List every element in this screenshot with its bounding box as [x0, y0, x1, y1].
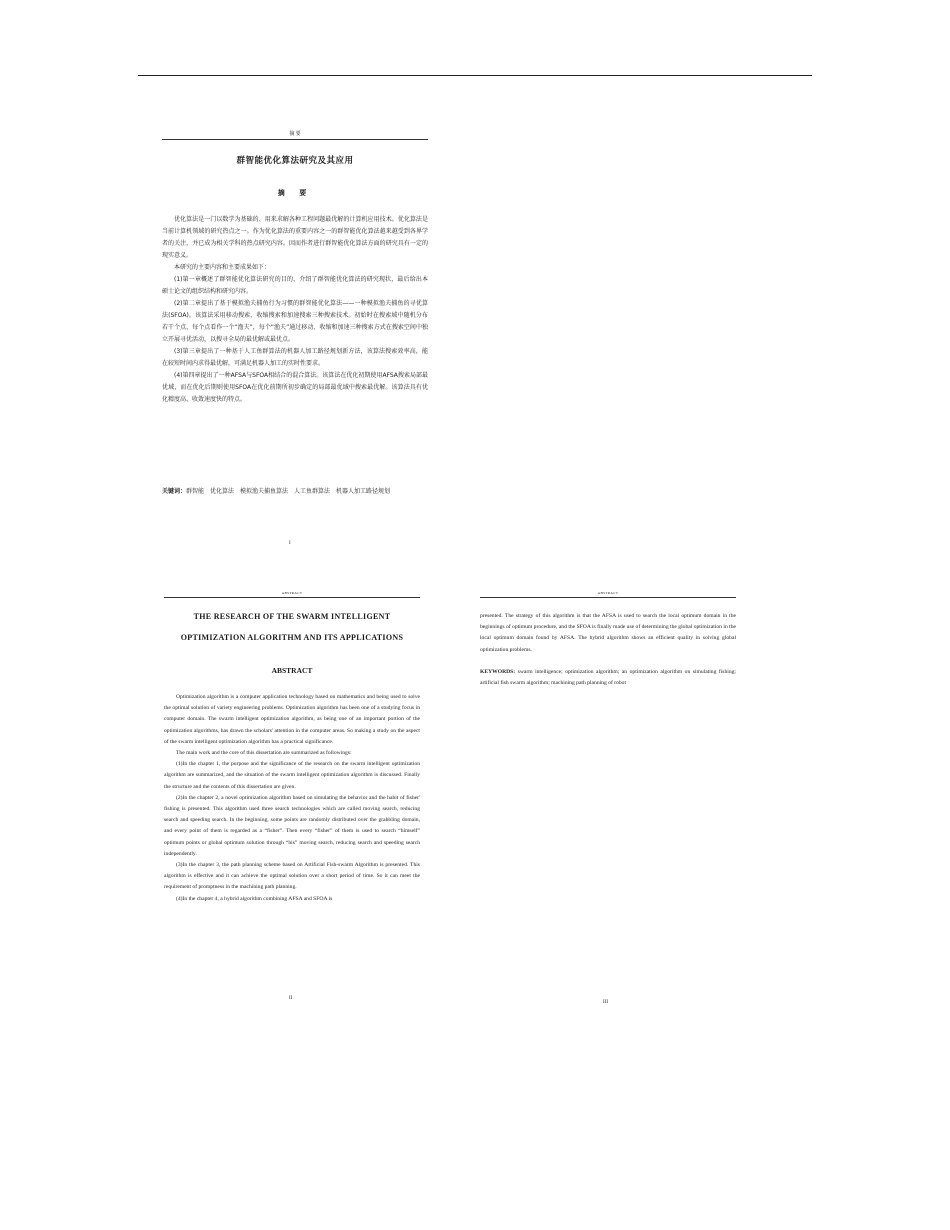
- keywords-label: 关键词：: [162, 488, 187, 495]
- paragraph: Optimization algorithm is a computer application technology based on mathematics and being used to solve the optimal solution of variety engineering problems. Optimization algorithm has been one of a studying focus in computer domain. The swarm intelligent optimization algorithm, as being one of an important portion of the optimization algorithms, has drawn the scholars' attention in the computer areas. So making a study on the aspect of the swarm intelligent optimization algorithm has a practical significance.: [164, 694, 420, 745]
- page-number: II: [289, 996, 293, 1001]
- abstract-heading: 摘 要: [277, 189, 313, 197]
- paragraph: (4)In the chapter 4, a hybrid algorithm combining AFSA and SFOA is: [176, 895, 333, 902]
- chinese-abstract-page: [162, 132, 428, 406]
- keywords-text: swarm intelligence; optimization algorithm; an optimization algorithm on simulating fishing; artificial fish swarm algorithm; machining path planning of robot: [480, 668, 736, 687]
- paragraph: The main work and the core of this dissertation are summarized as followings:: [176, 750, 352, 757]
- paragraph: (3)In the chapter 3, the path planning scheme based on Artificial Fish-swarm Algorithm is presented. This algorithm is effective and it can achieve the optimal solution over a short period of time. So it can meet the requirement of promptness in the machining path planning.: [164, 862, 420, 891]
- title-line: THE RESEARCH OF THE SWARM INTELLIGENT: [193, 612, 391, 621]
- paragraph: (2)In the chapter 2, a novel optimization algorithm based on simulating the behavior and the habit of fisher' fishing is presented. This algorithm used three search technologies which are called moving search, reducing search and speeding search. In the beginning, some points are randomly distributed over the grabbling domain, and every point of them is regarded as a “fisher”. Then every “fisher” of them is used to search “himself” optimum points or global optimum solution through “his” moving search, reducing search and speeding search independently.: [164, 794, 420, 857]
- title-line: OPTIMIZATION ALGORITHM AND ITS APPLICATIONS: [180, 633, 404, 642]
- keywords-label: KEYWORDS:: [480, 668, 516, 675]
- running-head-rule: [162, 139, 428, 140]
- abstract-body: [162, 214, 428, 406]
- paragraph: presented. The strategy of this algorithm is that the AFSA is used to search the local optimum domain in the beginnings of optimum procedure, and the SFOA is finally made use of determining the global optimization in the local optimum domain found by AFSA. The hybrid algorithm shows an efficient quality in solving global optimization problems.: [480, 613, 736, 653]
- english-abstract-page: [164, 591, 420, 905]
- running-head: ABSTRACT: [597, 591, 619, 595]
- abstract-body: [480, 611, 736, 656]
- page-number: III: [603, 1000, 608, 1005]
- page-title: [164, 606, 420, 648]
- abstract-body: [164, 692, 420, 905]
- paragraph: 本研究的主要内容和主要成果如下：: [174, 264, 271, 271]
- running-head-rule: [480, 597, 736, 598]
- running-head: ABSTRACT: [281, 591, 303, 595]
- paragraph: 优化算法是一门以数学为基础的、用来求解各种工程问题最优解的计算机应用技术。优化算法是当前计算机领域的研究热点之一。作为优化算法的重要内容之一的群智能优化算法越来越受到各界学者的关注，并已成为相关学科的热点研究内容。因而作者进行群智能优化算法方面的研究具有一定的现实意义。: [162, 216, 428, 259]
- keywords: [480, 667, 736, 689]
- paragraph: (4)第四章提出了一种AFSA与SFOA相结合的混合算法。该算法在优化初期使用AFSA搜索局部最优域，而在优化后期则使用SFOA在优化前期所初步确定的局部最优域中搜索最优解。该算法具有优化精度高、收敛速度快的特点。: [162, 372, 428, 403]
- english-abstract-continuation-page: [480, 591, 736, 689]
- keywords-text: 群智能 优化算法 模拟渔夫捕鱼算法 人工鱼群算法 机器人加工路径规划: [186, 488, 391, 495]
- page-title: 群智能优化算法研究及其应用: [236, 156, 354, 166]
- paragraph: (2)第二章提出了基于模拟渔夫捕鱼行为习惯的群智能优化算法——一种模拟渔夫捕鱼的寻优算法(SFOA)。该算法采用移动搜索、收缩搜索和加速搜索三种搜索技术。初始时在搜索域中随机分布若干个点，每个点看作一个“渔夫”，每个“渔夫”通过移动、收缩和加速三种搜索方式在搜索空间中独立开展寻优活动，以搜寻全局的最优解或最优点。: [162, 300, 428, 343]
- paragraph: (1)In the chapter 1, the purpose and the significance of the research on the swarm intelligent optimization algorithm are summarized, and the situation of the swarm intelligent optimization algorithm is discussed. Finally the structure and the contents of this dissertation are given.: [164, 761, 420, 790]
- top-horizontal-rule: [138, 75, 812, 76]
- running-head-rule: [164, 597, 420, 598]
- abstract-heading: ABSTRACT: [271, 666, 313, 675]
- running-head: 摘 要: [289, 132, 301, 137]
- page-number: I: [289, 541, 291, 546]
- paragraph: (3)第三章提出了一种基于人工鱼群算法的机器人加工路径规划新方法，该算法搜索效率高，能在较短时间内求得最优解，可满足机器人加工的实时性要求。: [162, 348, 428, 367]
- paragraph: (1)第一章概述了群智能优化算法研究的目的，介绍了群智能优化算法的研究现状，最后给出本硕士论文的组织结构和研究内容。: [162, 276, 428, 295]
- keywords: [162, 486, 428, 498]
